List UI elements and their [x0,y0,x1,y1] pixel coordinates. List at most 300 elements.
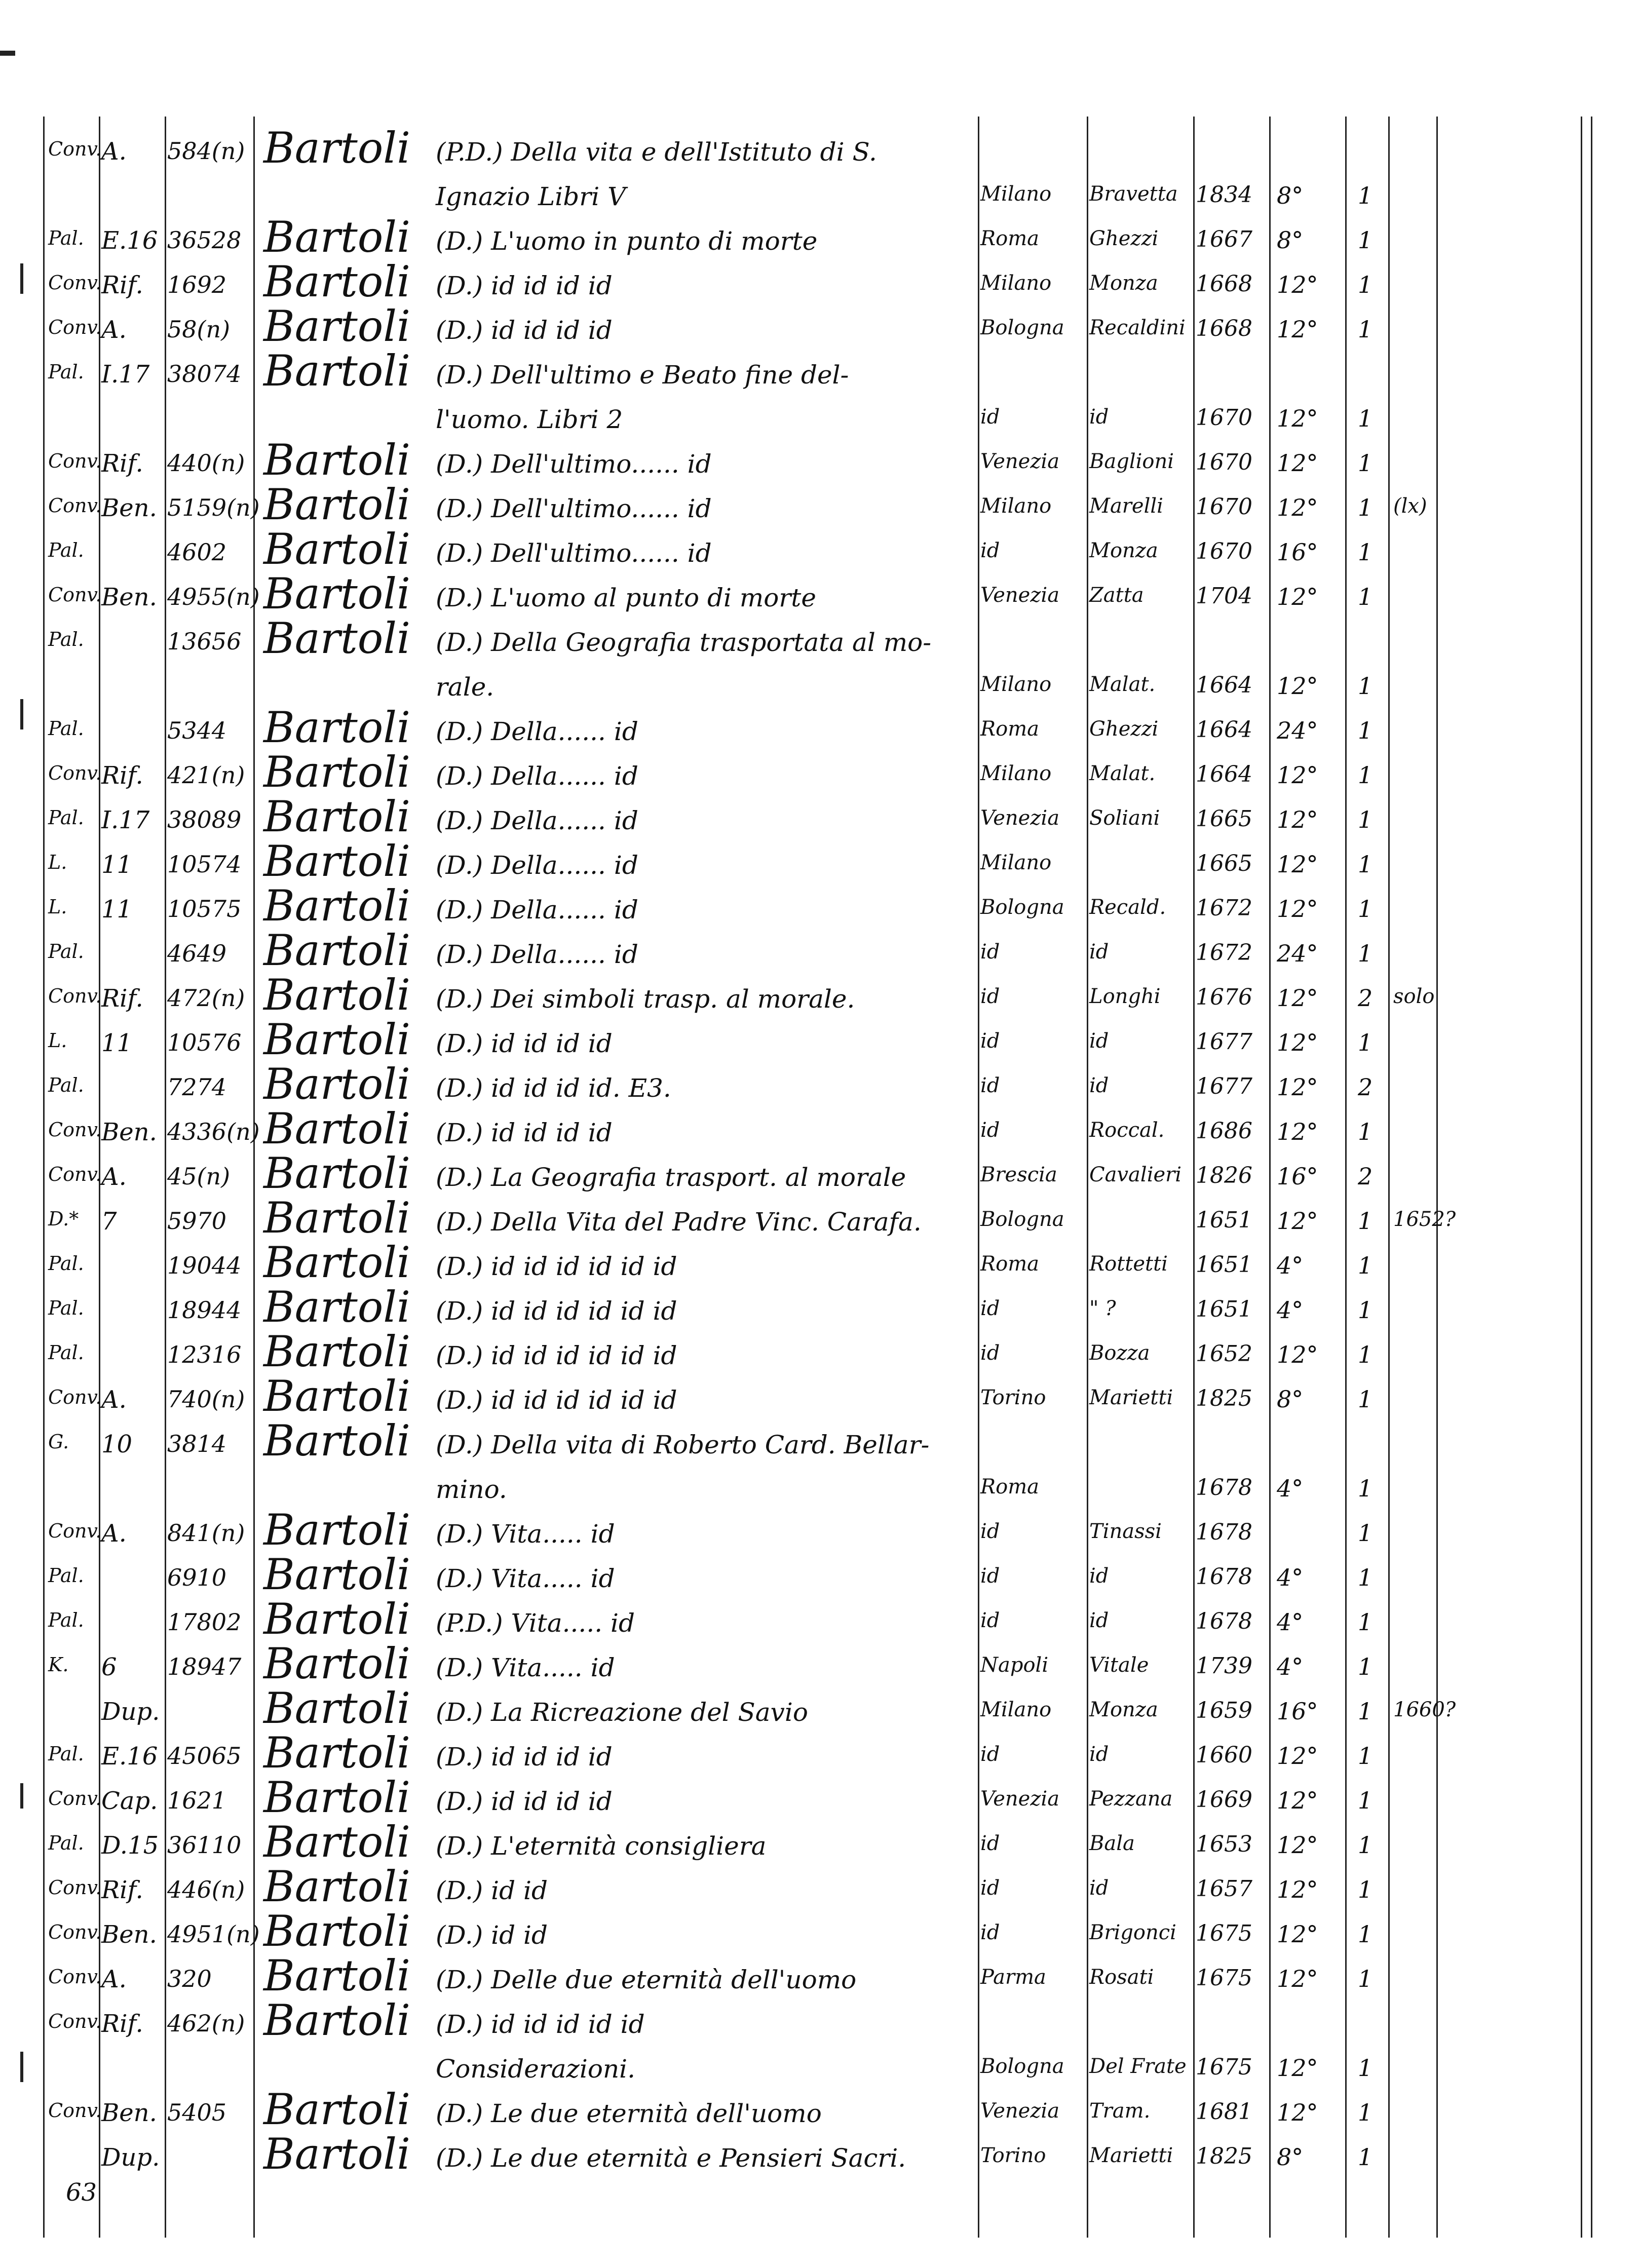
format-cell: 4° [1277,1653,1304,1680]
fondo-cell: L. [48,896,67,918]
ledger-row [0,1371,1640,1421]
ledger-row [0,1728,1640,1778]
volumes-cell: 1 [1358,1698,1373,1725]
volumes-cell: 2 [1358,984,1373,1012]
fondo-cell: Conv. [48,762,102,784]
fondo-cell: L. [48,1029,67,1052]
shelfmark-cell: 841(n) [167,1519,245,1547]
printer-cell: Baglioni [1089,450,1174,473]
fondo-cell: Conv. [48,1163,102,1185]
volumes-cell: 1 [1358,316,1373,343]
author-cell: Bartoli [263,1059,411,1109]
format-cell: 12° [1277,806,1318,833]
section-cell: E.16 [101,1742,158,1771]
city-cell: id [980,985,1000,1008]
ledger-row [0,171,1640,217]
volumes-cell: 1 [1358,1519,1373,1547]
note-cell: 1652? [1393,1208,1456,1231]
section-cell: 10 [101,1430,133,1458]
shelfmark-cell: 472(n) [167,984,245,1012]
author-cell: Bartoli [263,1639,411,1688]
year-cell: 1670 [1196,449,1252,475]
city-cell: id [980,1609,1000,1632]
format-cell: 12° [1277,1831,1318,1859]
city-cell: Roma [980,717,1039,741]
city-cell: Bologna [980,316,1064,339]
volumes-cell: 1 [1358,1118,1373,1145]
shelfmark-cell: 38089 [167,806,242,833]
ledger-row [0,1817,1640,1867]
format-cell: 8° [1277,2143,1304,2171]
volumes-cell: 1 [1358,2099,1373,2126]
shelfmark-cell: 38074 [167,360,242,388]
city-cell: Venezia [980,584,1060,607]
format-cell: 12° [1277,895,1318,922]
fondo-cell: K. [48,1654,69,1676]
format-cell: 12° [1277,271,1318,298]
year-cell: 1678 [1196,1608,1252,1634]
year-cell: 1652 [1196,1341,1252,1367]
author-cell: Bartoli [263,703,411,752]
ledger-row [0,703,1640,752]
year-cell: 1677 [1196,1073,1252,1099]
city-cell: id [980,1743,1000,1766]
city-cell: Bologna [980,896,1064,919]
author-cell: Bartoli [263,569,411,619]
fondo-cell: G. [48,1431,69,1453]
ledger-row [0,1951,1640,2001]
ledger-row [0,2085,1640,2134]
title-cell: (D.) La Ricreazione del Savio [436,1698,808,1727]
section-cell: Ben. [101,494,157,522]
ledger-row [0,1416,1640,1466]
ledger-row [0,212,1640,262]
printer-cell: Ghezzi [1089,227,1159,250]
format-cell: 12° [1277,405,1318,432]
format-cell: 12° [1277,2054,1318,2082]
year-cell: 1686 [1196,1118,1252,1144]
format-cell: 4° [1277,1475,1304,1502]
year-cell: 1664 [1196,717,1252,743]
fondo-cell: Pal. [48,1609,84,1631]
year-cell: 1670 [1196,494,1252,520]
author-cell: Bartoli [263,2129,411,2179]
shelfmark-cell: 19044 [167,1252,242,1279]
printer-cell: Del Frate [1089,2055,1187,2078]
year-cell: 1672 [1196,895,1252,921]
format-cell: 12° [1277,1787,1318,1814]
title-cell: mino. [436,1475,507,1504]
title-cell: (D.) Della vita di Roberto Card. Bellar- [436,1430,930,1459]
volumes-cell: 1 [1358,1608,1373,1636]
shelfmark-cell: 5159(n) [167,494,260,521]
year-cell: 1660 [1196,1742,1252,1768]
title-cell: Considerazioni. [436,2054,636,2084]
section-cell: 11 [101,895,133,924]
printer-cell: Tinassi [1089,1520,1162,1543]
title-cell: (D.) id id id id. E3. [436,1073,671,1103]
author-cell: Bartoli [263,212,411,262]
volumes-cell: 1 [1358,226,1373,254]
volumes-cell: 1 [1358,940,1373,967]
printer-cell: Monza [1089,539,1158,562]
city-cell: id [980,1119,1000,1142]
format-cell: 12° [1277,1742,1318,1770]
title-cell: (D.) Della...... id [436,940,638,969]
author-cell: Bartoli [263,1371,411,1421]
author-cell: Bartoli [263,1327,411,1376]
ledger-row [0,394,1640,440]
author-cell: Bartoli [263,480,411,529]
title-cell: (D.) Della...... id [436,717,638,746]
ledger-row [0,970,1640,1020]
section-cell: E.16 [101,226,158,255]
format-cell: 12° [1277,1965,1318,1992]
printer-cell: Zatta [1089,584,1144,607]
printer-cell: id [1089,1609,1109,1632]
note-cell: (lx) [1393,494,1427,518]
note-cell: 1660? [1393,1698,1456,1721]
city-cell: Parma [980,1966,1046,1989]
volumes-cell: 1 [1358,1653,1373,1680]
title-cell: (D.) id id id id [436,1742,613,1772]
ledger-row [0,1148,1640,1198]
year-cell: 1667 [1196,226,1252,252]
author-cell: Bartoli [263,1148,411,1198]
ledger-row [0,1639,1640,1688]
printer-cell: Longhi [1089,985,1161,1008]
shelfmark-cell: 5970 [167,1207,227,1235]
format-cell: 12° [1277,1029,1318,1056]
title-cell: (D.) L'uomo in punto di morte [436,226,818,256]
year-cell: 1664 [1196,672,1252,698]
ledger-row [0,792,1640,841]
ledger-row [0,1550,1640,1599]
section-cell: Ben. [101,2099,157,2127]
city-cell: Roma [980,1252,1039,1276]
title-cell: (D.) Vita..... id [436,1653,615,1682]
format-cell: 4° [1277,1564,1304,1591]
title-cell: (D.) id id id id [436,316,613,345]
city-cell: Milano [980,494,1052,518]
author-cell: Bartoli [263,2085,411,2134]
volumes-cell: 1 [1358,539,1373,566]
format-cell: 12° [1277,583,1318,610]
city-cell: Venezia [980,2099,1060,2123]
shelfmark-cell: 320 [167,1965,212,1992]
format-cell: 24° [1277,940,1318,967]
volumes-cell: 1 [1358,1965,1373,1992]
volumes-cell: 1 [1358,1207,1373,1235]
format-cell: 12° [1277,1876,1318,1903]
format-cell: 12° [1277,316,1318,343]
volumes-cell: 2 [1358,1073,1373,1101]
shelfmark-cell: 36110 [167,1831,242,1859]
year-cell: 1659 [1196,1698,1252,1723]
title-cell: (D.) id id id id [436,271,613,300]
volumes-cell: 1 [1358,1920,1373,1948]
year-cell: 1834 [1196,182,1252,208]
section-cell: Rif. [101,2010,143,2038]
volumes-cell: 1 [1358,1252,1373,1279]
title-cell: (P.D.) Della vita e dell'Istituto di S. [436,137,877,167]
printer-cell: id [1089,1029,1109,1053]
title-cell: (D.) La Geografia trasport. al morale [436,1163,906,1192]
author-cell: Bartoli [263,435,411,485]
title-cell: (D.) L'uomo al punto di morte [436,583,816,612]
title-cell: (D.) id id id id [436,1029,613,1058]
city-cell: id [980,1520,1000,1543]
printer-cell: Malat. [1089,762,1156,785]
ledger-row [0,1238,1640,1287]
fondo-cell: Pal. [48,628,84,650]
volumes-cell: 1 [1358,405,1373,432]
format-cell: 12° [1277,984,1318,1012]
city-cell: id [980,1832,1000,1855]
year-cell: 1825 [1196,2143,1252,2169]
ledger-row [0,480,1640,529]
printer-cell: Tram. [1089,2099,1151,2123]
author-cell: Bartoli [263,1550,411,1599]
section-cell: D.15 [101,1831,159,1860]
title-cell: (D.) Della...... id [436,851,638,880]
author-cell: Bartoli [263,1995,411,2045]
shelfmark-cell: 45(n) [167,1163,231,1190]
volumes-cell: 2 [1358,1163,1373,1190]
shelfmark-cell: 3814 [167,1430,227,1457]
author-cell: Bartoli [263,1238,411,1287]
title-cell: (D.) Le due eternità e Pensieri Sacri. [436,2143,906,2173]
printer-cell: Cavalieri [1089,1163,1182,1186]
volumes-cell: 1 [1358,2054,1373,2082]
printer-cell: Marelli [1089,494,1163,518]
section-cell: A. [101,137,127,166]
volumes-cell: 1 [1358,1296,1373,1324]
city-cell: Torino [980,2144,1046,2167]
format-cell: 8° [1277,1386,1304,1413]
ledger-row [0,1906,1640,1956]
title-cell: (D.) Della Geografia trasportata al mo- [436,628,932,657]
shelfmark-cell: 45065 [167,1742,242,1770]
author-cell: Bartoli [263,524,411,574]
ledger-row [0,1059,1640,1109]
shelfmark-cell: 4951(n) [167,1920,260,1948]
year-cell: 1665 [1196,851,1252,876]
ledger-row [0,1282,1640,1332]
printer-cell: Pezzana [1089,1787,1173,1811]
volumes-cell: 1 [1358,449,1373,477]
author-cell: Bartoli [263,1594,411,1644]
format-cell: 8° [1277,182,1304,209]
format-cell: 4° [1277,1608,1304,1636]
section-cell: Rif. [101,1876,143,1904]
author-cell: Bartoli [263,123,411,173]
format-cell: 8° [1277,226,1304,254]
printer-cell: Soliani [1089,806,1160,830]
author-cell: Bartoli [263,257,411,306]
shelfmark-cell: 10574 [167,851,242,878]
binding-mark [0,51,15,56]
volumes-cell: 1 [1358,717,1373,744]
printer-cell: id [1089,1876,1109,1900]
shelfmark-cell: 4649 [167,940,227,967]
author-cell: Bartoli [263,836,411,886]
printer-cell: Malat. [1089,673,1156,696]
volumes-cell: 1 [1358,583,1373,610]
author-cell: Bartoli [263,346,411,396]
title-cell: (D.) id id id id [436,1118,613,1147]
year-cell: 1653 [1196,1831,1252,1857]
fondo-cell: Conv. [48,1787,102,1810]
section-cell: Rif. [101,449,143,478]
section-cell: Rif. [101,984,143,1013]
section-cell: Rif. [101,761,143,790]
year-cell: 1670 [1196,405,1252,431]
format-cell: 24° [1277,717,1318,744]
section-cell: Dup. [101,2143,160,2172]
volumes-cell: 1 [1358,895,1373,922]
section-cell: A. [101,1163,127,1191]
section-cell: Ben. [101,1920,157,1949]
title-cell: (D.) id id id id id id [436,1386,677,1415]
title-cell: (D.) id id id id id id [436,1252,677,1281]
title-cell: (D.) Le due eternità dell'uomo [436,2099,822,2128]
ledger-row [0,1995,1640,2045]
section-cell: Dup. [101,1698,160,1726]
fondo-cell: Pal. [48,1074,84,1096]
title-cell: (D.) id id id id [436,1787,613,1816]
section-cell: 11 [101,851,133,879]
fondo-cell: Conv. [48,584,102,606]
author-cell: Bartoli [263,1728,411,1778]
format-cell: 4° [1277,1296,1304,1324]
author-cell: Bartoli [263,1683,411,1733]
city-cell: Roma [980,227,1039,250]
title-cell: (D.) Della...... id [436,761,638,791]
fondo-cell: Conv. [48,2010,102,2032]
section-cell: A. [101,1965,127,1993]
title-cell: (D.) Vita..... id [436,1519,615,1549]
section-cell: I.17 [101,360,150,389]
printer-cell: id [1089,940,1109,964]
ledger-row [0,1327,1640,1376]
author-cell: Bartoli [263,1505,411,1555]
section-cell: Ben. [101,583,157,611]
year-cell: 1681 [1196,2099,1252,2125]
title-cell: (D.) Della...... id [436,895,638,925]
shelfmark-cell: 18944 [167,1296,242,1324]
fondo-cell: Pal. [48,361,84,383]
fondo-cell: Conv. [48,985,102,1007]
year-cell: 1678 [1196,1475,1252,1501]
author-cell: Bartoli [263,1817,411,1867]
title-cell: (D.) Dei simboli trasp. al morale. [436,984,855,1014]
shelfmark-cell: 4336(n) [167,1118,260,1145]
author-cell: Bartoli [263,1416,411,1466]
city-cell: id [980,1921,1000,1944]
ledger-row [0,524,1640,574]
year-cell: 1657 [1196,1876,1252,1902]
title-cell: (D.) Dell'ultimo...... id [436,449,712,479]
city-cell: Venezia [980,1787,1060,1811]
printer-cell: Recald. [1089,896,1166,919]
printer-cell: Recaldini [1089,316,1186,339]
shelfmark-cell: 6910 [167,1564,227,1591]
year-cell: 1678 [1196,1519,1252,1545]
fondo-cell: Pal. [48,1564,84,1587]
format-cell: 12° [1277,1207,1318,1235]
shelfmark-cell: 10575 [167,895,242,922]
year-cell: 1664 [1196,761,1252,787]
author-cell: Bartoli [263,1773,411,1822]
format-cell: 16° [1277,1163,1318,1190]
printer-cell: Marietti [1089,2144,1173,2167]
title-cell: (D.) id id id id id id [436,1341,677,1370]
printer-cell: Bala [1089,1832,1135,1855]
ledger-row [0,1104,1640,1154]
section-cell: 11 [101,1029,133,1057]
format-cell: 12° [1277,494,1318,521]
fondo-cell: L. [48,851,67,873]
author-cell: Bartoli [263,613,411,663]
fondo-cell: Conv. [48,450,102,472]
city-cell: id [980,405,1000,429]
fondo-cell: Pal. [48,717,84,740]
title-cell: (D.) Vita..... id [436,1564,615,1593]
year-cell: 1675 [1196,2054,1252,2080]
ledger-row [0,1015,1640,1064]
fondo-cell: Pal. [48,1743,84,1765]
year-cell: 1668 [1196,316,1252,341]
city-cell: id [980,1341,1000,1365]
printer-cell: id [1089,1743,1109,1766]
ledger-row [0,881,1640,931]
fondo-cell: Conv. [48,1520,102,1542]
section-cell: A. [101,316,127,344]
section-cell: A. [101,1519,127,1548]
ledger-row [0,257,1640,306]
format-cell: 12° [1277,1073,1318,1101]
author-cell: Bartoli [263,1015,411,1064]
city-cell: Milano [980,182,1052,206]
fondo-cell: Conv. [48,1386,102,1408]
format-cell: 4° [1277,1252,1304,1279]
city-cell: id [980,1297,1000,1320]
title-cell: (D.) id id [436,1876,548,1905]
year-cell: 1651 [1196,1252,1252,1278]
title-cell: (P.D.) Vita..... id [436,1608,635,1638]
year-cell: 1675 [1196,1965,1252,1991]
title-cell: (D.) Della...... id [436,806,638,835]
city-cell: id [980,940,1000,964]
city-cell: Venezia [980,450,1060,473]
ledger-row [0,662,1640,707]
title-cell: (D.) Della Vita del Padre Vinc. Carafa. [436,1207,922,1237]
ledger-row [0,747,1640,797]
shelfmark-cell: 17802 [167,1608,242,1636]
format-cell: 12° [1277,672,1318,700]
page-number: 63 [66,2178,97,2207]
fondo-cell: Conv. [48,1921,102,1943]
city-cell: Bologna [980,2055,1064,2078]
year-cell: 1672 [1196,940,1252,966]
city-cell: id [980,1074,1000,1097]
shelfmark-cell: 13656 [167,628,242,655]
year-cell: 1704 [1196,583,1252,609]
ledger-row [0,2129,1640,2179]
fondo-cell: Pal. [48,539,84,561]
volumes-cell: 1 [1358,182,1373,209]
